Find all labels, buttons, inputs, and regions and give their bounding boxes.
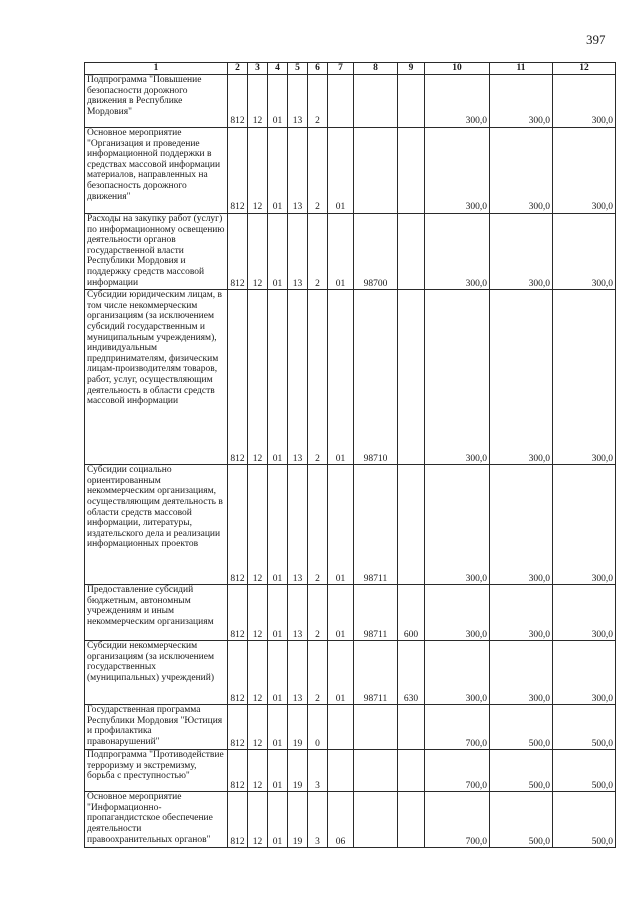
row-name: Расходы на закупку работ (услуг) по информационному освещению деятельности органов государственной власти Республики Мордовия и поддержку средств массовой информации <box>85 214 228 290</box>
cell-amount-1: 300,0 <box>425 214 490 290</box>
cell-program: 19 <box>288 792 308 848</box>
cell-subsection: 01 <box>268 792 288 848</box>
table-row <box>85 641 616 705</box>
column-header: 4 <box>268 63 288 75</box>
cell-activity: 01 <box>328 128 354 214</box>
cell-subsection: 01 <box>268 128 288 214</box>
cell-activity: 01 <box>328 465 354 585</box>
cell-expense-type <box>398 128 425 214</box>
cell-program: 13 <box>288 214 308 290</box>
cell-direction <box>354 750 398 792</box>
cell-amount-2: 500,0 <box>490 705 553 750</box>
cell-ministry: 812 <box>228 290 248 465</box>
cell-subsection: 01 <box>268 214 288 290</box>
table-row <box>85 465 616 585</box>
cell-section: 12 <box>248 128 268 214</box>
cell-subprogram: 2 <box>308 290 328 465</box>
row-name: Предоставление субсидий бюджетным, автономным учреждениям и иным некоммерческим организациям <box>85 585 228 641</box>
cell-expense-type <box>398 290 425 465</box>
column-header: 5 <box>288 63 308 75</box>
table-row <box>85 750 616 792</box>
table-row <box>85 705 616 750</box>
cell-subsection: 01 <box>268 641 288 705</box>
cell-amount-3: 300,0 <box>553 128 616 214</box>
cell-amount-1: 300,0 <box>425 128 490 214</box>
column-header: 2 <box>228 63 248 75</box>
cell-amount-2: 300,0 <box>490 465 553 585</box>
cell-subsection: 01 <box>268 750 288 792</box>
row-name: Субсидии социально ориентированным некоммерческим организациям, осуществляющим деятельность в области средств массовой информации, литературы, издательского дела и реализации информационных проектов <box>85 465 228 585</box>
table-row <box>85 75 616 128</box>
cell-amount-2: 500,0 <box>490 792 553 848</box>
cell-program: 19 <box>288 705 308 750</box>
column-header: 7 <box>328 63 354 75</box>
cell-ministry: 812 <box>228 75 248 128</box>
cell-subprogram: 0 <box>308 705 328 750</box>
row-name: Подпрограмма "Повышение безопасности дорожного движения в Республике Мордовия" <box>85 75 228 128</box>
cell-activity <box>328 705 354 750</box>
cell-activity <box>328 750 354 792</box>
cell-direction: 98711 <box>354 585 398 641</box>
cell-amount-2: 300,0 <box>490 585 553 641</box>
table-row <box>85 585 616 641</box>
cell-activity: 01 <box>328 214 354 290</box>
cell-direction <box>354 705 398 750</box>
row-name: Государственная программа Республики Мордовия "Юстиция и профилактика правонарушений" <box>85 705 228 750</box>
cell-section: 12 <box>248 75 268 128</box>
cell-activity <box>328 75 354 128</box>
cell-section: 12 <box>248 641 268 705</box>
cell-program: 13 <box>288 641 308 705</box>
cell-subprogram: 2 <box>308 214 328 290</box>
cell-expense-type <box>398 750 425 792</box>
cell-subsection: 01 <box>268 75 288 128</box>
cell-section: 12 <box>248 290 268 465</box>
cell-amount-1: 700,0 <box>425 750 490 792</box>
row-name: Основное мероприятие "Организация и проведение информационной поддержки в средствах массовой информации материалов, направленных на безопасность дорожного движения" <box>85 128 228 214</box>
cell-section: 12 <box>248 750 268 792</box>
column-header: 3 <box>248 63 268 75</box>
cell-amount-1: 300,0 <box>425 290 490 465</box>
cell-expense-type <box>398 465 425 585</box>
cell-program: 13 <box>288 585 308 641</box>
cell-ministry: 812 <box>228 641 248 705</box>
cell-amount-3: 300,0 <box>553 75 616 128</box>
cell-direction: 98711 <box>354 465 398 585</box>
cell-ministry: 812 <box>228 585 248 641</box>
cell-subprogram: 3 <box>308 750 328 792</box>
row-name: Субсидии некоммерческим организациям (за исключением государственных (муниципальных) учреждений) <box>85 641 228 705</box>
cell-amount-2: 300,0 <box>490 214 553 290</box>
cell-subsection: 01 <box>268 290 288 465</box>
cell-section: 12 <box>248 792 268 848</box>
cell-subprogram: 2 <box>308 128 328 214</box>
cell-ministry: 812 <box>228 128 248 214</box>
cell-ministry: 812 <box>228 792 248 848</box>
cell-ministry: 812 <box>228 750 248 792</box>
cell-expense-type: 600 <box>398 585 425 641</box>
row-name: Субсидии юридическим лицам, в том числе некоммерческим организациям (за исключением субсидий государственным и муниципальным учреждениям), индивидуальным предпринимателям, физическим лицам-производителям товаров, работ, услуг, осуществляющим деятельность в области средств массовой информации <box>85 290 228 465</box>
cell-section: 12 <box>248 705 268 750</box>
cell-direction: 98710 <box>354 290 398 465</box>
cell-expense-type: 630 <box>398 641 425 705</box>
cell-program: 13 <box>288 290 308 465</box>
cell-amount-3: 300,0 <box>553 214 616 290</box>
row-name: Подпрограмма "Противодействие терроризму и экстремизму, борьба с преступностью" <box>85 750 228 792</box>
cell-subsection: 01 <box>268 585 288 641</box>
cell-amount-3: 300,0 <box>553 641 616 705</box>
cell-amount-1: 700,0 <box>425 705 490 750</box>
cell-direction <box>354 75 398 128</box>
cell-ministry: 812 <box>228 705 248 750</box>
cell-amount-2: 300,0 <box>490 128 553 214</box>
budget-table <box>84 62 616 848</box>
cell-section: 12 <box>248 585 268 641</box>
cell-amount-2: 500,0 <box>490 750 553 792</box>
column-header: 11 <box>490 63 553 75</box>
cell-activity: 01 <box>328 641 354 705</box>
cell-subprogram: 3 <box>308 792 328 848</box>
cell-subprogram: 2 <box>308 641 328 705</box>
cell-amount-1: 300,0 <box>425 465 490 585</box>
row-name: Основное мероприятие "Информационно-пропагандистское обеспечение деятельности правоохранительных органов" <box>85 792 228 848</box>
cell-subprogram: 2 <box>308 465 328 585</box>
cell-program: 19 <box>288 750 308 792</box>
cell-subprogram: 2 <box>308 585 328 641</box>
column-header: 10 <box>425 63 490 75</box>
table-row <box>85 792 616 848</box>
cell-amount-2: 300,0 <box>490 641 553 705</box>
cell-direction: 98700 <box>354 214 398 290</box>
cell-section: 12 <box>248 214 268 290</box>
cell-direction <box>354 792 398 848</box>
column-header: 12 <box>553 63 616 75</box>
cell-amount-3: 300,0 <box>553 585 616 641</box>
column-header: 8 <box>354 63 398 75</box>
cell-expense-type <box>398 75 425 128</box>
cell-program: 13 <box>288 465 308 585</box>
table-row <box>85 128 616 214</box>
column-header: 1 <box>85 63 228 75</box>
cell-amount-3: 500,0 <box>553 792 616 848</box>
cell-subprogram: 2 <box>308 75 328 128</box>
cell-ministry: 812 <box>228 465 248 585</box>
cell-subsection: 01 <box>268 465 288 585</box>
cell-amount-1: 700,0 <box>425 792 490 848</box>
header-row <box>85 63 616 75</box>
table-row <box>85 214 616 290</box>
cell-program: 13 <box>288 128 308 214</box>
column-header: 6 <box>308 63 328 75</box>
cell-ministry: 812 <box>228 214 248 290</box>
cell-amount-3: 500,0 <box>553 705 616 750</box>
cell-activity: 01 <box>328 585 354 641</box>
table-row <box>85 290 616 465</box>
cell-activity: 01 <box>328 290 354 465</box>
cell-expense-type <box>398 792 425 848</box>
cell-amount-3: 300,0 <box>553 465 616 585</box>
cell-direction <box>354 128 398 214</box>
column-header: 9 <box>398 63 425 75</box>
cell-amount-3: 500,0 <box>553 750 616 792</box>
cell-direction: 98711 <box>354 641 398 705</box>
cell-expense-type <box>398 705 425 750</box>
cell-program: 13 <box>288 75 308 128</box>
cell-amount-1: 300,0 <box>425 585 490 641</box>
cell-amount-2: 300,0 <box>490 75 553 128</box>
cell-expense-type <box>398 214 425 290</box>
page-number: 397 <box>586 32 606 47</box>
cell-amount-2: 300,0 <box>490 290 553 465</box>
cell-amount-1: 300,0 <box>425 641 490 705</box>
cell-subsection: 01 <box>268 705 288 750</box>
cell-activity: 06 <box>328 792 354 848</box>
cell-amount-3: 300,0 <box>553 290 616 465</box>
cell-section: 12 <box>248 465 268 585</box>
cell-amount-1: 300,0 <box>425 75 490 128</box>
